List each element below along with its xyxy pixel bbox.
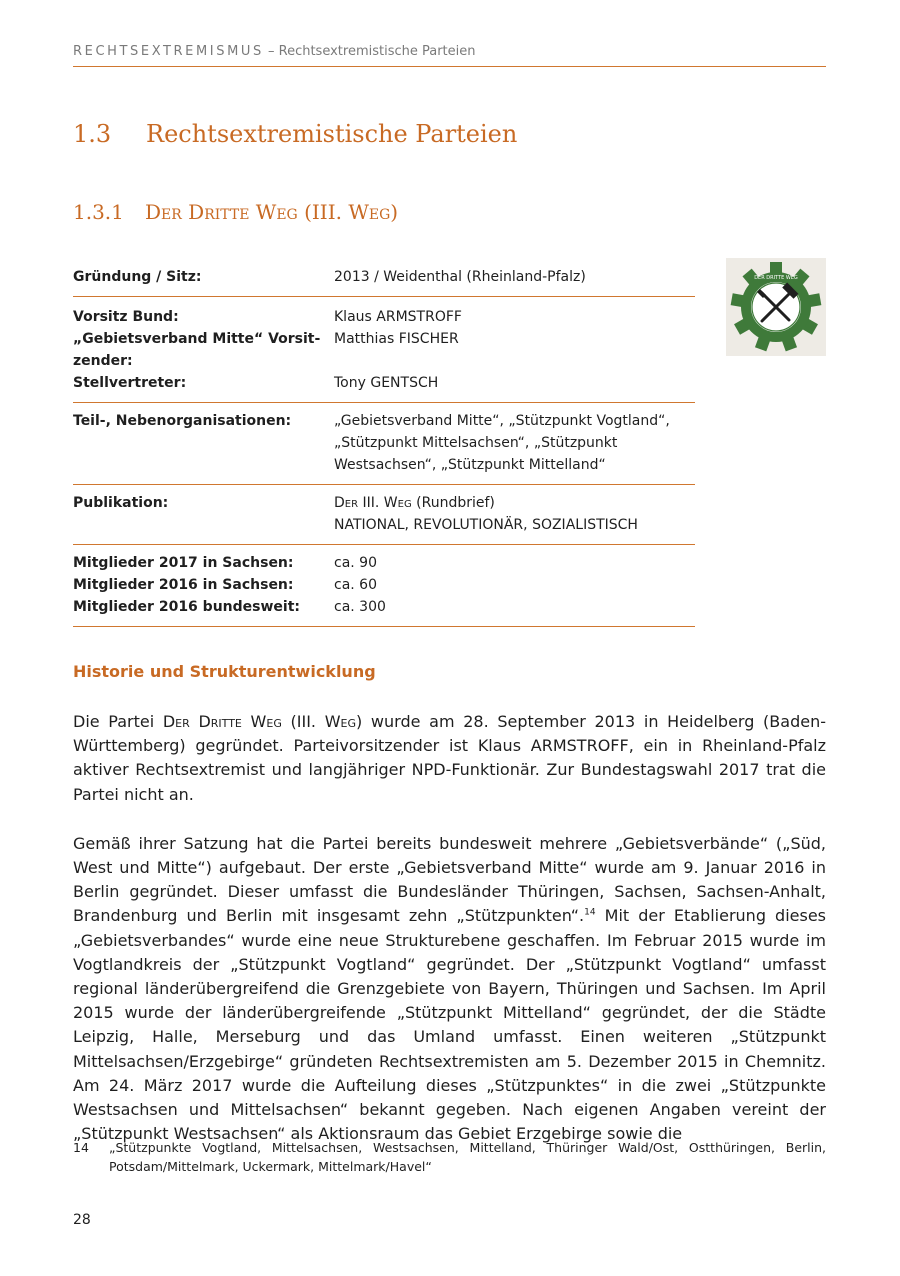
info-value-publikation-line-1 (334, 492, 695, 514)
p1-part-a: Die Partei (73, 712, 163, 731)
subsection-title-end: ) (390, 200, 399, 224)
info-value-gruendung: 2013 / Weidenthal (Rheinland-Pfalz) (334, 269, 586, 285)
p1-smallcaps-1: Der Dritte Weg (162, 712, 282, 731)
party-logo (726, 258, 826, 356)
info-value-stellvertreter: Tony GENTSCH (334, 375, 439, 391)
historie-paragraph-2 (73, 832, 826, 1147)
subsection-title-smallcaps: Der Dritte Weg (145, 200, 298, 224)
info-label-group-mitglieder (73, 552, 334, 618)
footnote-text: „Stützpunkte Vogtland, Mittelsachsen, Westsachsen, Mittelland, Thüringer Wald/Ost, Ostthüringen, Berlin, Potsdam/Mittelmark, Uckermark, Mittelmark/Havel“ (109, 1140, 826, 1174)
subsection-title-smallcaps-2: Weg (348, 200, 391, 224)
running-header-separator: – (263, 44, 279, 59)
info-label-gruendung: Gründung / Sitz: (73, 269, 202, 285)
logo-ring-text: DER DRITTE WEG (754, 275, 798, 281)
info-value-mitglieder-2017-sachsen: ca. 90 (334, 555, 377, 571)
info-row-teilorganisationen (73, 403, 695, 485)
p1-smallcaps-2: Weg (324, 712, 356, 731)
info-label-mitglieder-2017-sachsen: Mitglieder 2017 in Sachsen: (73, 555, 294, 571)
info-value-group-publikation (334, 492, 695, 536)
page-number: 28 (73, 1212, 91, 1228)
info-value-mitglieder-2016-bund: ca. 300 (334, 599, 386, 615)
info-label-publikation: Publikation: (73, 495, 169, 511)
info-label-mitglieder-2016-sachsen: Mitglieder 2016 in Sachsen: (73, 577, 294, 593)
running-header-title: RECHTSEXTREMISMUS (73, 44, 264, 59)
p2-part-a: Gemäß ihrer Satzung hat die Partei bereits bundesweit mehrere „Gebietsverbände“ („Süd, West und Mitte“) aufgebaut. Der erste „Gebietsverband Mitte“ wurde am 9. Januar 2016 in Berlin gegründet. Dieser umfasst die Bundesländer Thüringen, Sachsen, Sachsen-Anhalt, Brandenburg und Berlin mit insgesamt zehn „Stützpunkten“. (73, 833, 826, 926)
gear-emblem-logo-icon (726, 258, 826, 356)
footnote-reference-14[interactable]: 14 (584, 908, 596, 919)
subsection-number: 1.3.1 (73, 200, 124, 224)
info-value-mitglieder-2016-sachsen: ca. 60 (334, 577, 377, 593)
info-label-group-vorsitz (73, 306, 334, 394)
info-value-group-teilorganisationen (334, 410, 695, 476)
publikation-end: (Rundbrief) (411, 495, 495, 511)
info-label-gebietsverband-2: zender: (73, 353, 133, 369)
info-row-publikation (73, 485, 695, 545)
subsection-heading (73, 200, 398, 224)
info-value-teil-line-2: „Stützpunkt Mittelsachsen“, „Stützpunkt (334, 435, 618, 451)
info-value-teil-line-3: Westsachsen“, „Stützpunkt Mittelland“ (334, 457, 606, 473)
info-value-gebietsverband: Matthias FISCHER (334, 331, 459, 347)
footnote-number: 14 (73, 1140, 89, 1155)
body-text (73, 710, 826, 1171)
section-title: Rechtsextremistische Parteien (146, 120, 518, 148)
subsection-title-part: (III. (297, 200, 349, 224)
info-label-mitglieder-2016-bund: Mitglieder 2016 bundesweit: (73, 599, 300, 615)
publikation-mid: III. (358, 495, 384, 511)
info-value-publikation-line-2: NATIONAL, REVOLUTIONÄR, SOZIALISTISCH (334, 517, 638, 533)
running-header-subtitle: Rechtsextremistische Parteien (278, 44, 476, 59)
info-label-stellvertreter: Stellvertreter: (73, 375, 187, 391)
historie-heading: Historie und Strukturentwicklung (73, 662, 376, 681)
footnote-14 (73, 1138, 826, 1176)
section-number: 1.3 (73, 120, 112, 148)
info-value-group-mitglieder (334, 552, 695, 618)
info-value-spacer (334, 350, 695, 372)
running-header (73, 44, 826, 67)
publikation-sc-1: Der (334, 495, 359, 511)
info-row-vorsitz (73, 297, 695, 403)
info-row-gruendung (73, 262, 695, 297)
info-value-teil-line-1: „Gebietsverband Mitte“, „Stützpunkt Vogtland“, (334, 413, 670, 429)
section-heading (73, 120, 517, 148)
p1-part-b: (III. (281, 712, 325, 731)
historie-paragraph-1 (73, 710, 826, 807)
info-label-vorsitz: Vorsitz Bund: (73, 309, 179, 325)
info-value-group-vorsitz (334, 306, 695, 394)
info-value-vorsitz: Klaus ARMSTROFF (334, 309, 462, 325)
party-info-table (73, 262, 695, 627)
info-row-mitglieder (73, 545, 695, 627)
info-label-gebietsverband-1: „Gebietsverband Mitte“ Vorsit- (73, 331, 321, 347)
publikation-sc-2: Weg (383, 495, 412, 511)
p2-part-b: Mit der Etablierung dieses „Gebietsverbandes“ wurde eine neue Strukturebene geschaffen. Im Februar 2015 wurde im Vogtlandkreis der „Stützpunkt Vogtland“ gegründet. Der „Stützpunkt Vogtland“ umfasst regional länderübergreifend die Grenzgebiete von Bayern, Thüringen und Sachsen. Im April 2015 wurde der länderübergreifende „Stützpunkt Mittelland“ gegründet, der die Städte Leipzig, Halle, Merseburg und das Umland umfasst. Einen weiteren „Stützpunkt Mittelsachsen/Erzgebirge“ gründeten Rechtsextremisten am 5. Dezember 2015 in Chemnitz. Am 24. März 2017 wurde die Aufteilung dieses „Stützpunktes“ in die zwei „Stützpunkte Westsachsen und Mittelsachsen“ bekannt gegeben. Nach eigenen Angaben vereint der „Stützpunkt Westsachsen“ als Aktionsraum das Gebiet Erzgebirge sowie die (73, 906, 827, 1144)
p1-part-c: ) wurde am 28. September 2013 in Heidelberg (Baden-Württemberg) gegründet. Parteivorsitzender ist Klaus ARMSTROFF, ein in Rheinland-Pfalz aktiver Rechtsextremist und langjähriger NPD-Funktionär. Zur Bundestagswahl 2017 trat die Partei nicht an. (73, 712, 826, 804)
info-label-teilorganisationen: Teil-, Nebenorganisationen: (73, 413, 292, 429)
